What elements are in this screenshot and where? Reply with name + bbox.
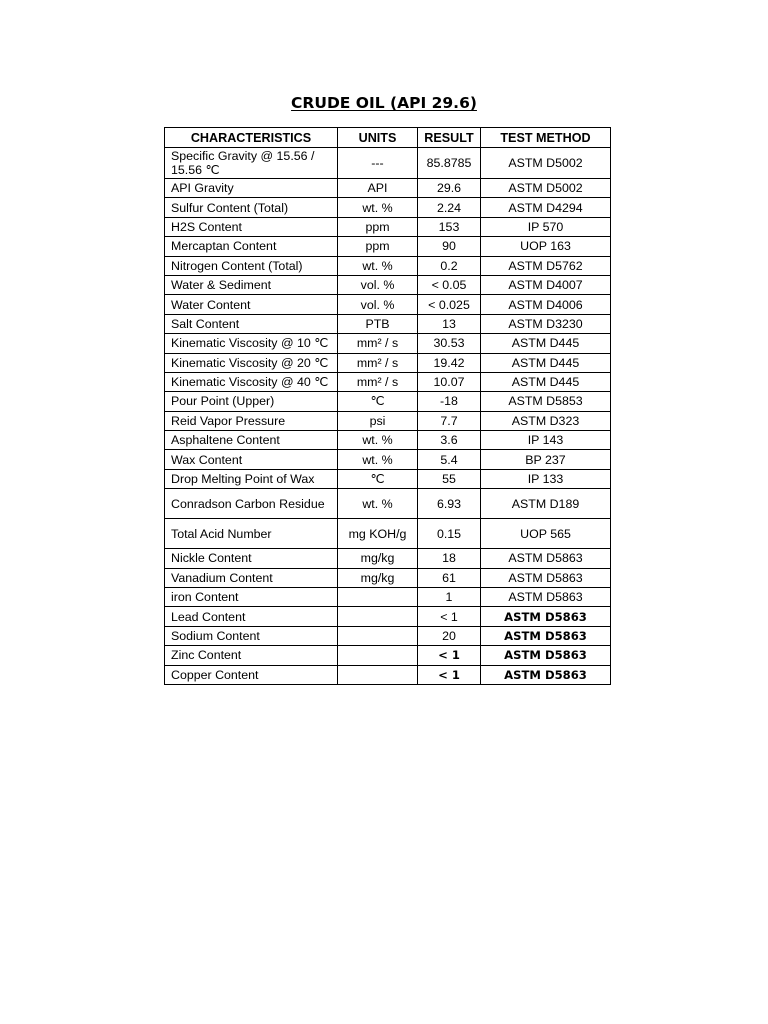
characteristic-cell: Sulfur Content (Total) — [165, 198, 338, 217]
characteristic-cell: Water & Sediment — [165, 275, 338, 294]
method-cell: IP 570 — [481, 217, 611, 236]
table-row — [165, 431, 611, 450]
method-cell: ASTM D445 — [481, 334, 611, 353]
characteristic-cell: Kinematic Viscosity @ 10 ℃ — [165, 334, 338, 353]
method-cell: ASTM D5863 — [481, 588, 611, 607]
method-cell: ASTM D5002 — [481, 148, 611, 179]
method-cell: ASTM D5762 — [481, 256, 611, 275]
table-row — [165, 665, 611, 684]
method-cell: ASTM D5863 — [481, 607, 611, 626]
characteristic-cell: Kinematic Viscosity @ 20 ℃ — [165, 353, 338, 372]
table-row — [165, 179, 611, 198]
characteristic-cell: Zinc Content — [165, 646, 338, 665]
table-row — [165, 237, 611, 256]
result-cell: < 1 — [418, 646, 481, 665]
characteristic-cell: Water Content — [165, 295, 338, 314]
method-cell: ASTM D5863 — [481, 626, 611, 645]
unit-cell — [338, 588, 418, 607]
characteristic-cell: Lead Content — [165, 607, 338, 626]
method-cell: IP 143 — [481, 431, 611, 450]
characteristic-cell: Conradson Carbon Residue — [165, 489, 338, 519]
unit-cell: mg KOH/g — [338, 519, 418, 549]
unit-cell: ℃ — [338, 392, 418, 411]
table-row — [165, 334, 611, 353]
unit-cell — [338, 626, 418, 645]
unit-cell: mg/kg — [338, 549, 418, 568]
table-row — [165, 353, 611, 372]
table-row — [165, 607, 611, 626]
unit-cell — [338, 607, 418, 626]
result-cell: 10.07 — [418, 372, 481, 391]
table-row — [165, 519, 611, 549]
header-test-method: TEST METHOD — [481, 128, 611, 148]
characteristic-cell: Vanadium Content — [165, 568, 338, 587]
table-row — [165, 372, 611, 391]
unit-cell: API — [338, 179, 418, 198]
unit-cell: wt. % — [338, 431, 418, 450]
method-cell: ASTM D4294 — [481, 198, 611, 217]
table-row — [165, 568, 611, 587]
unit-cell: mm² / s — [338, 372, 418, 391]
method-cell: ASTM D4006 — [481, 295, 611, 314]
result-cell: -18 — [418, 392, 481, 411]
table-row — [165, 198, 611, 217]
crude-oil-spec-table — [164, 127, 611, 685]
unit-cell: wt. % — [338, 256, 418, 275]
result-cell: 1 — [418, 588, 481, 607]
method-cell: ASTM D189 — [481, 489, 611, 519]
table-row — [165, 275, 611, 294]
table-row — [165, 549, 611, 568]
result-cell: 19.42 — [418, 353, 481, 372]
table-row — [165, 469, 611, 488]
table-row — [165, 314, 611, 333]
method-cell: ASTM D5863 — [481, 568, 611, 587]
table-header-row — [165, 128, 611, 148]
unit-cell: --- — [338, 148, 418, 179]
characteristic-cell: Kinematic Viscosity @ 40 ℃ — [165, 372, 338, 391]
characteristic-cell: Nickle Content — [165, 549, 338, 568]
table-row — [165, 646, 611, 665]
table-row — [165, 626, 611, 645]
table-row — [165, 489, 611, 519]
unit-cell — [338, 646, 418, 665]
method-cell: ASTM D5863 — [481, 646, 611, 665]
characteristic-cell: API Gravity — [165, 179, 338, 198]
method-cell: ASTM D5002 — [481, 179, 611, 198]
characteristic-cell: iron Content — [165, 588, 338, 607]
document-title: CRUDE OIL (API 29.6) — [291, 94, 477, 112]
characteristic-cell: Nitrogen Content (Total) — [165, 256, 338, 275]
header-units: UNITS — [338, 128, 418, 148]
method-cell: ASTM D445 — [481, 372, 611, 391]
method-cell: ASTM D3230 — [481, 314, 611, 333]
method-cell: ASTM D5853 — [481, 392, 611, 411]
result-cell: 90 — [418, 237, 481, 256]
table-row — [165, 256, 611, 275]
result-cell: 61 — [418, 568, 481, 587]
method-cell: UOP 565 — [481, 519, 611, 549]
method-cell: IP 133 — [481, 469, 611, 488]
characteristic-cell: H2S Content — [165, 217, 338, 236]
result-cell: 13 — [418, 314, 481, 333]
unit-cell: vol. % — [338, 275, 418, 294]
method-cell: ASTM D445 — [481, 353, 611, 372]
table-row — [165, 450, 611, 469]
characteristic-cell: Drop Melting Point of Wax — [165, 469, 338, 488]
characteristic-cell: Pour Point (Upper) — [165, 392, 338, 411]
result-cell: 29.6 — [418, 179, 481, 198]
unit-cell: mm² / s — [338, 334, 418, 353]
unit-cell: PTB — [338, 314, 418, 333]
method-cell: BP 237 — [481, 450, 611, 469]
header-result: RESULT — [418, 128, 481, 148]
table-row — [165, 588, 611, 607]
characteristic-cell: Specific Gravity @ 15.56 / 15.56 ℃ — [165, 148, 338, 179]
result-cell: < 1 — [418, 607, 481, 626]
characteristic-cell: Asphaltene Content — [165, 431, 338, 450]
result-cell: 2.24 — [418, 198, 481, 217]
result-cell: 6.93 — [418, 489, 481, 519]
method-cell: ASTM D4007 — [481, 275, 611, 294]
unit-cell: ppm — [338, 217, 418, 236]
method-cell: ASTM D323 — [481, 411, 611, 430]
table-row — [165, 295, 611, 314]
unit-cell: wt. % — [338, 450, 418, 469]
characteristic-cell: Total Acid Number — [165, 519, 338, 549]
unit-cell: psi — [338, 411, 418, 430]
unit-cell: ℃ — [338, 469, 418, 488]
characteristic-cell: Wax Content — [165, 450, 338, 469]
result-cell: 0.2 — [418, 256, 481, 275]
unit-cell: wt. % — [338, 489, 418, 519]
result-cell: < 0.05 — [418, 275, 481, 294]
unit-cell: mm² / s — [338, 353, 418, 372]
method-cell: ASTM D5863 — [481, 549, 611, 568]
characteristic-cell: Copper Content — [165, 665, 338, 684]
result-cell: < 0.025 — [418, 295, 481, 314]
unit-cell: wt. % — [338, 198, 418, 217]
table-row — [165, 217, 611, 236]
characteristic-cell: Reid Vapor Pressure — [165, 411, 338, 430]
table-row — [165, 392, 611, 411]
table-row — [165, 148, 611, 179]
result-cell: 18 — [418, 549, 481, 568]
unit-cell: ppm — [338, 237, 418, 256]
result-cell: 20 — [418, 626, 481, 645]
result-cell: 5.4 — [418, 450, 481, 469]
characteristic-cell: Salt Content — [165, 314, 338, 333]
unit-cell: mg/kg — [338, 568, 418, 587]
result-cell: < 1 — [418, 665, 481, 684]
characteristic-cell: Sodium Content — [165, 626, 338, 645]
result-cell: 85.8785 — [418, 148, 481, 179]
header-characteristics: CHARACTERISTICS — [165, 128, 338, 148]
result-cell: 0.15 — [418, 519, 481, 549]
result-cell: 7.7 — [418, 411, 481, 430]
unit-cell: vol. % — [338, 295, 418, 314]
result-cell: 55 — [418, 469, 481, 488]
unit-cell — [338, 665, 418, 684]
characteristic-cell: Mercaptan Content — [165, 237, 338, 256]
result-cell: 3.6 — [418, 431, 481, 450]
method-cell: UOP 163 — [481, 237, 611, 256]
result-cell: 153 — [418, 217, 481, 236]
table-row — [165, 411, 611, 430]
result-cell: 30.53 — [418, 334, 481, 353]
method-cell: ASTM D5863 — [481, 665, 611, 684]
